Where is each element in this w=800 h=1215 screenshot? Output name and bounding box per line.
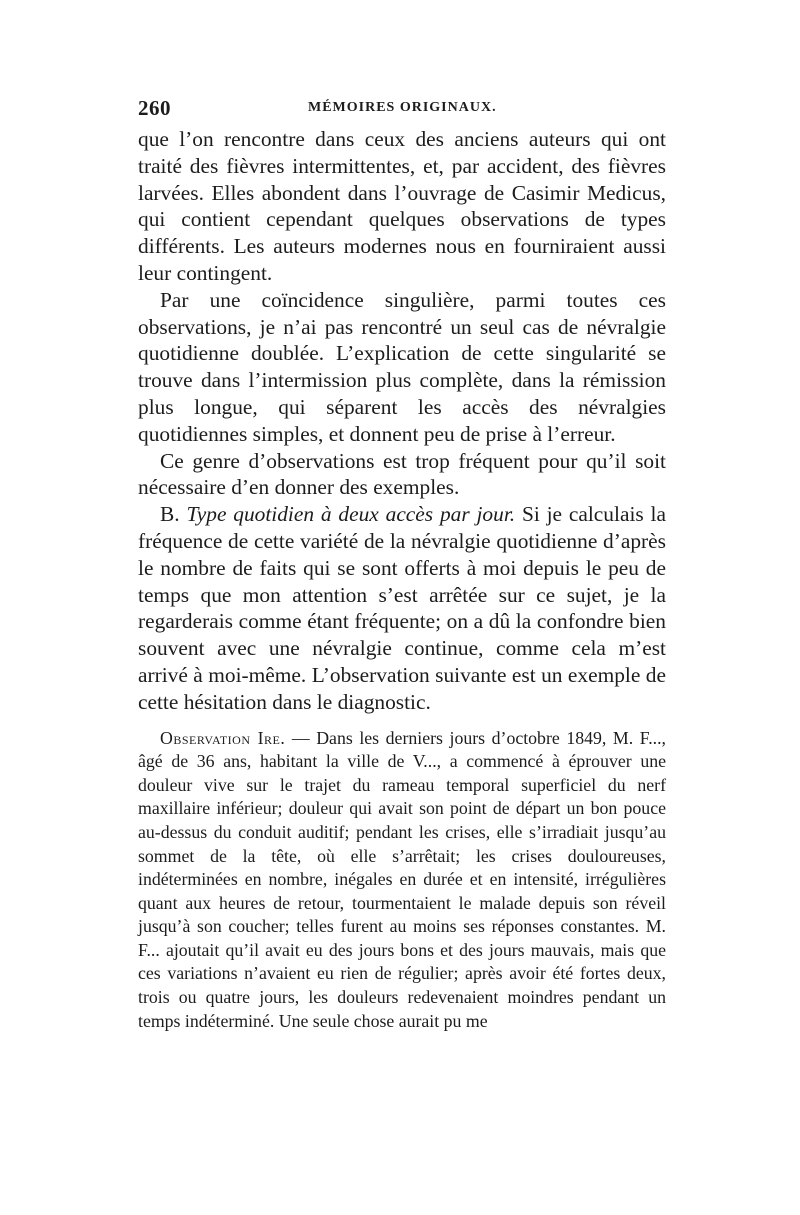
observation-paragraph [138,727,666,1034]
page-number: 260 [138,96,171,120]
book-page [138,96,666,1051]
paragraph-type-b [138,501,666,715]
page-header [138,96,666,126]
paragraph-continuation: que l’on rencontre dans ceux des anciens auteurs qui ont traité des fièvres intermittentes, et, par accident, des fièvres larvées. Elles abondent dans l’ouvrage de Casimir Medicus, qui contient cependant quelques observations de types différents. Les auteurs modernes nous en fourniraient aussi leur contingent. [138,127,666,285]
paragraph-coincidence: Par une coïncidence singulière, parmi toutes ces observations, je n’ai pas rencontré un seul cas de névralgie quotidienne doublée. L’explication de cette singularité se trouve dans l’intermission plus complète, dans la rémission plus longue, qui séparent les accès des névralgies quotidiennes simples, et donnent peu de prise à l’erreur. [138,287,666,446]
section-title: Type quotidien à deux accès par jour. [186,502,516,527]
paragraph-genre: Ce genre d’observations est trop fréquent pour qu’il soit nécessaire d’en donner des exemples. [138,448,666,500]
section-text: Si je calculais la fréquence de cette variété de la névralgie quotidienne d’après le nombre de faits qui se sont offerts à moi depuis le peu de temps que mon attention s’est arrêtée sur ce sujet, je la regarderais comme étant fréquente; on a dû la confondre bien souvent avec une névralgie continue, comme cela m’est arrivé à moi-même. L’observation suivante est un exemple de cette hésitation dans le diagnostic. [138,502,666,714]
observation-label: Observation Ire. [160,727,286,748]
running-title: MÉMOIRES ORIGINAUX. [308,100,497,115]
observation-text: — Dans les derniers jours d’octobre 1849, M. F..., âgé de 36 ans, habitant la ville de V..., a commencé à éprouver une douleur vive sur le trajet du rameau temporal superficiel du nerf maxillaire inférieur; douleur qui avait son point de départ un bon pouce au-dessus du conduit auditif; pendant les crises, elle s’irradiait jusqu’au sommet de la tête, où elle s’arrêtait; les crises douloureuses, indéterminées en nombre, inégales en durée et en intensité, irrégulières quant aux heures de retour, tourmentaient le malade depuis son réveil jusqu’à son coucher; telles furent au moins ses réponses constantes. M. F... ajoutait qu’il avait eu des jours bons et des jours mauvais, mais que ces variations n’avaient eu rien de régulier; après avoir été fortes deux, trois ou quatre jours, les douleurs redevenaient moindres pendant un temps indéterminé. Une seule chose aurait pu me [138,727,666,1031]
section-label: B. [160,502,180,527]
